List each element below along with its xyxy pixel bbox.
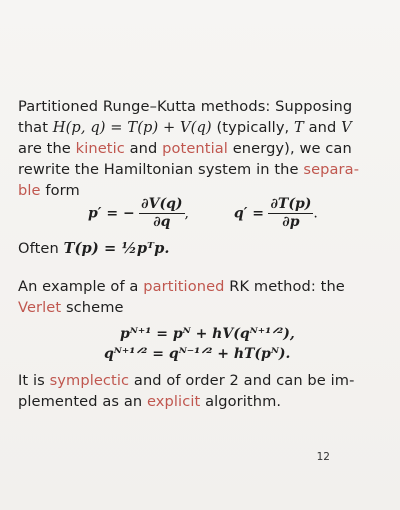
- eq1-comma: ,: [184, 205, 189, 222]
- dV-numerator: ∂V(q): [141, 196, 183, 212]
- symplectic-term: symplectic: [49, 372, 130, 389]
- explicit-term: explicit: [146, 393, 201, 410]
- order-text: and of order 2 and can be im-plemented as an: [18, 372, 355, 410]
- verlet-q-update: qᴺ⁺¹ᐟ² = qᴺ⁻¹ᐟ² + hT(pᴺ).: [104, 346, 291, 362]
- verlet-paragraph: [18, 276, 380, 318]
- intro-text: Partitioned Runge–Kutta methods: Supposing that: [18, 98, 353, 136]
- typically-text: (typically,: [216, 119, 290, 136]
- q-derivative-lhs: q′ =: [233, 205, 264, 222]
- rk-method-text: RK method: the: [229, 278, 345, 295]
- are-the-text: are the: [18, 140, 71, 157]
- and2-text: and: [129, 140, 158, 157]
- partitioned-term: partitioned: [143, 278, 225, 295]
- verlet-equations: [104, 324, 295, 364]
- example-text: An example of a: [18, 278, 139, 295]
- separable-equations: [88, 196, 318, 231]
- symbol-T: T: [294, 119, 304, 136]
- dq-denominator: ∂q: [153, 214, 171, 230]
- it-is-text: It is: [18, 372, 45, 389]
- kinetic-formula: T(p) = ½pᵀp.: [63, 240, 170, 257]
- algorithm-text: algorithm.: [205, 393, 282, 410]
- dT-dp-fraction: [268, 196, 313, 231]
- page-number: 12: [316, 451, 330, 463]
- separable-term: separa-ble: [18, 161, 360, 199]
- kinetic-term: kinetic: [75, 140, 125, 157]
- often-line: [18, 238, 380, 259]
- form-text: form: [45, 182, 80, 199]
- conclusion-paragraph: [18, 370, 380, 412]
- eq1-period: .: [313, 205, 318, 222]
- dV-dq-fraction: [139, 196, 184, 231]
- p-derivative-lhs: p′ = −: [88, 205, 135, 222]
- dT-numerator: ∂T(p): [270, 196, 312, 212]
- potential-term: potential: [162, 140, 228, 157]
- symbol-V: V: [341, 119, 352, 136]
- intro-paragraph: [18, 96, 380, 201]
- and-text: and: [308, 119, 337, 136]
- scheme-text: scheme: [65, 299, 124, 316]
- hamiltonian-formula: H(p, q) = T(p) + V(q): [52, 119, 212, 136]
- dp-denominator: ∂p: [282, 214, 300, 230]
- verlet-term: Verlet: [18, 299, 62, 316]
- rewrite-text: energy), we can rewrite the Hamiltonian system in the: [18, 140, 352, 178]
- verlet-p-update: pᴺ⁺¹ = pᴺ + hV(qᴺ⁺¹ᐟ²),: [120, 326, 295, 342]
- often-label: Often: [18, 240, 59, 257]
